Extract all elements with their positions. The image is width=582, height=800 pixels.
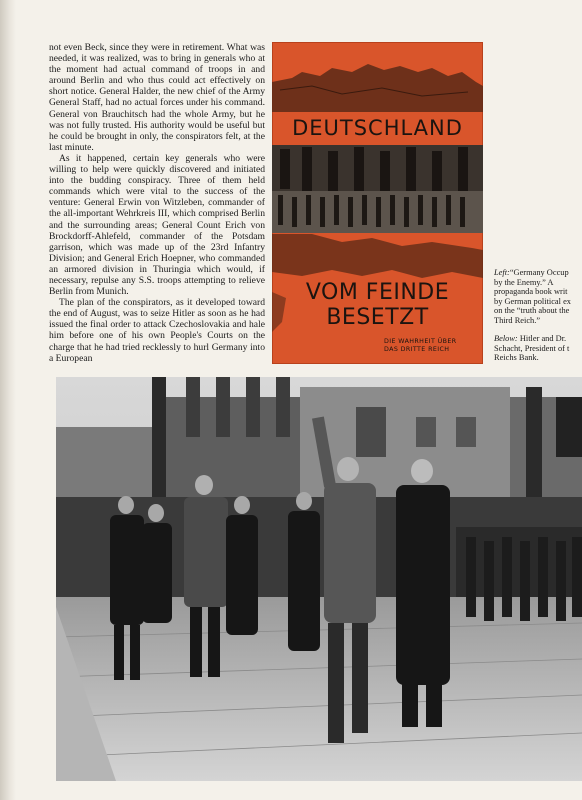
caption-below-line-2: Schacht, President of t xyxy=(494,343,570,353)
article-paragraph-1: not even Beck, since they were in retirement. What was needed, it was realized, was to bring in generals who at the moment had actual command of troops in and around Berlin and who thus could act effectively on short notice. General Halder, the new chief of the Army General Staff, had no actual forces under his command. General von Brauchitsch had the whole Army, but he was not fully trusted. His authority would be useful but he could be brought in only, the conspirators felt, at the last minute. xyxy=(49,42,265,153)
caption-below-line-3: Reichs Bank. xyxy=(494,353,539,363)
book-spine-shadow xyxy=(0,0,16,800)
article-paragraph-3: The plan of the conspirators, as it developed toward the end of August, was to seize Hitler as soon as he had issued the final order to attack Czechoslovakia and hale him before one of his own People's Courts on the charge that he had tried recklessly to hurl Germany into a European xyxy=(49,297,265,364)
cover-title-top: DEUTSCHLAND xyxy=(292,116,463,140)
caption-left-line-5: on the “truth about the xyxy=(494,306,570,316)
cover-march-photo xyxy=(272,145,483,233)
cover-subtitle-line-2: DAS DRITTE REICH xyxy=(384,346,450,353)
caption-left-line-2: by the Enemy.” A xyxy=(494,277,554,287)
historical-photo xyxy=(56,377,582,781)
caption-left-line-1: “Germany Occup xyxy=(509,268,569,277)
caption-below-lead: Below: xyxy=(494,334,518,343)
caption-left-line-3: propaganda book writ xyxy=(494,287,568,297)
caption-left-line-4: by German political ex xyxy=(494,296,571,306)
cover-subtitle-line-1: DIE WAHRHEIT ÜBER xyxy=(384,338,457,345)
photo-illustration xyxy=(56,377,582,781)
article-body xyxy=(49,42,265,364)
article-paragraph-2: As it happened, certain key generals who were willing to help were quickly discovered and initiated into the budding conspiracy. Three of them held commands which were vital to the success of the venture: General Erwin von Witzleben, commander of the all-important Wehrkreis III, which comprised Berlin and the surrounding areas; General Count Erich von Brockdorff-Ahlefeld, commander of the Potsdam garrison, which was made up of the 23rd Infantry Division; and General Erich Hoepner, who commanded an armored division in Thuringia which would, if necessary, repulse any S.S. troops attempting to relieve Berlin from Munich. xyxy=(49,152,265,298)
caption-below xyxy=(494,334,582,363)
cover-subtitle xyxy=(384,338,479,354)
caption-below-line-1: Hitler and Dr. xyxy=(517,334,567,343)
caption-left-lead: Left: xyxy=(494,268,510,277)
caption-left-line-6: Third Reich.” xyxy=(494,315,541,325)
book-cover-image xyxy=(272,42,483,364)
cover-title-bottom: VOM FEINDE BESETZT xyxy=(305,280,450,330)
caption-left xyxy=(494,268,582,326)
